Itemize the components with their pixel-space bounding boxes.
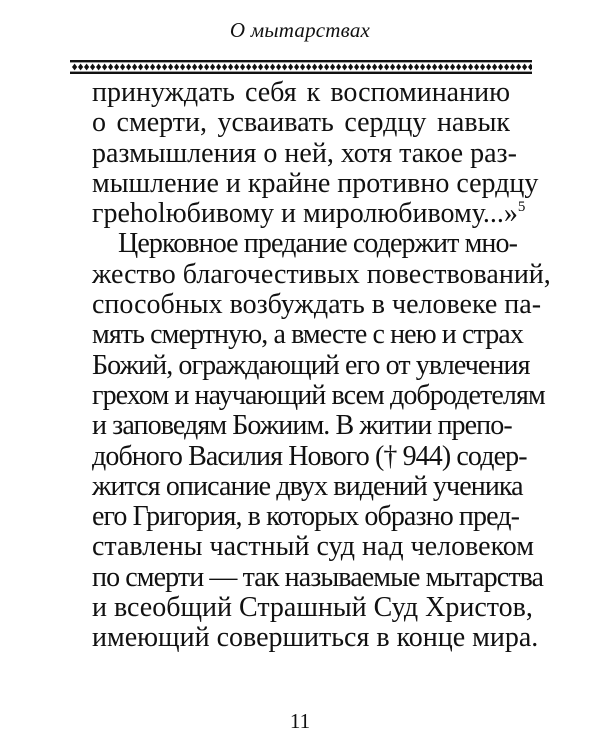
ornament-lozenge [402,64,407,71]
ornament-lozenge [174,64,179,71]
ornament-lozenge [180,64,185,71]
ornament-lozenge [486,64,491,71]
page-number: 11 [289,709,311,733]
ornament-lozenge [432,64,437,71]
text-line: и заповедям Божиим. В житии препо- [92,410,512,442]
ornament-lozenge [390,64,395,71]
ornament-lozenge [516,64,521,71]
ornament-lozenge [282,64,287,71]
running-head: О мытарствах [229,18,371,42]
ornament-lozenge [198,64,203,71]
text-line: Божий, ограждающий его от увлечения [92,349,530,381]
ornament-lozenge [420,64,425,71]
ornament-lozenge [336,64,341,71]
ornament-lozenge [300,64,305,71]
ornament-lozenge [192,64,197,71]
ornament-lozenge [156,64,161,71]
ornament-lozenge [132,64,137,71]
text-line: жество благочестивых повествований, [92,258,551,290]
ornament-lozenge [492,64,497,71]
text-line: размышления о ней, хотя такое раз- [92,137,517,169]
ornament-lozenge [318,64,323,71]
ornament-lozenge [240,64,245,71]
ornament-lozenge [258,64,263,71]
ornament-lozenge [126,64,131,71]
ornament-lozenge [150,64,155,71]
ornament-lozenge [234,64,239,71]
page-body [92,77,551,654]
ornament-lozenge [102,64,107,71]
text-line: жится описание двух видений ученика [92,470,523,502]
ornament-lozenge [276,64,281,71]
ornament-lozenge [270,64,275,71]
text-line: его Григория, в которых образно пред- [92,501,520,533]
ornament-lozenge [444,64,449,71]
ornament-lozenge [324,64,329,71]
text-line: грехом и научающий всем добродетелям [92,379,545,411]
ornament-lozenge [294,64,299,71]
ornament-lozenge [372,64,377,71]
ornament-lozenge [384,64,389,71]
text-line: о смерти, усваивать сердцу навык [92,107,510,139]
ornament-lozenge [480,64,485,71]
ornament-lozenge [78,64,83,71]
ornament-lozenge [96,64,101,71]
ornament-lozenge [222,64,227,71]
ornament-lozenge [306,64,311,71]
text-line: ставлены частный суд над человеком [92,531,534,563]
ornament-lozenge [246,64,251,71]
ornament-lozenge [354,64,359,71]
ornament-lozenge [408,64,413,71]
ornament-lozenge [330,64,335,71]
ornament-lozenge [84,64,89,71]
text-line: и всеобщий Страшный Суд Христов, [92,592,533,624]
text-line: мышление и крайне противно сердцу [92,167,539,199]
ornament-lozenge [204,64,209,71]
ornament-lozenge [90,64,95,71]
ornament-lozenge [378,64,383,71]
text-line: мять смертную, а вместе с нею и страх [92,319,523,351]
ornament-lozenge [186,64,191,71]
ornament-lozenge [252,64,257,71]
ornament-lozenge [498,64,503,71]
ornament-lozenge [468,64,473,71]
ornament-lozenge [366,64,371,71]
ornament-lozenge [510,64,515,71]
ornament-lozenge [462,64,467,71]
ornament-lozenge [120,64,125,71]
ornament-lozenge [522,64,527,71]
decorative-border [70,60,532,74]
ornament-lozenge [216,64,221,71]
ornament-lozenge [144,64,149,71]
ornament-lozenge [342,64,347,71]
text-line: способных возбуждать в человеке па- [92,289,542,321]
ornament-lozenge [210,64,215,71]
text-line: греholюбивому и миролюбивому...» [92,198,518,230]
ornament-lozenge [312,64,317,71]
ornament-lozenge [114,64,119,71]
ornament-lozenge [264,64,269,71]
ornament-lozenge [450,64,455,71]
ornament-lozenge [288,64,293,71]
ornament-lozenge [474,64,479,71]
ornament-lozenge [426,64,431,71]
ornament-lozenge [348,64,353,71]
text-line: добного Василия Нового († 944) содер- [92,440,527,472]
ornament-lozenge [162,64,167,71]
ornament-lozenge [138,64,143,71]
ornament-lozenge [396,64,401,71]
ornament-lozenge [504,64,509,71]
ornament-lozenge [528,64,532,71]
ornament-lozenge [360,64,365,71]
ornament-lozenge [168,64,173,71]
ornament-lozenge [228,64,233,71]
text-line: имеющий совершиться в конце мира. [92,622,539,654]
ornament-lozenge [108,64,113,71]
ornament-lozenge [414,64,419,71]
ornament-lozenge [456,64,461,71]
ornament-lozenge [72,64,77,71]
ornament-lozenge [438,64,443,71]
text-line-with-footnote [92,198,526,230]
text-line: Церковное предание содержит мно- [118,228,518,260]
text-line: по смерти — так называемые мытарства [92,561,544,593]
footnote-marker: 5 [517,199,526,216]
text-line: принуждать себя к воспоминанию [92,77,510,108]
